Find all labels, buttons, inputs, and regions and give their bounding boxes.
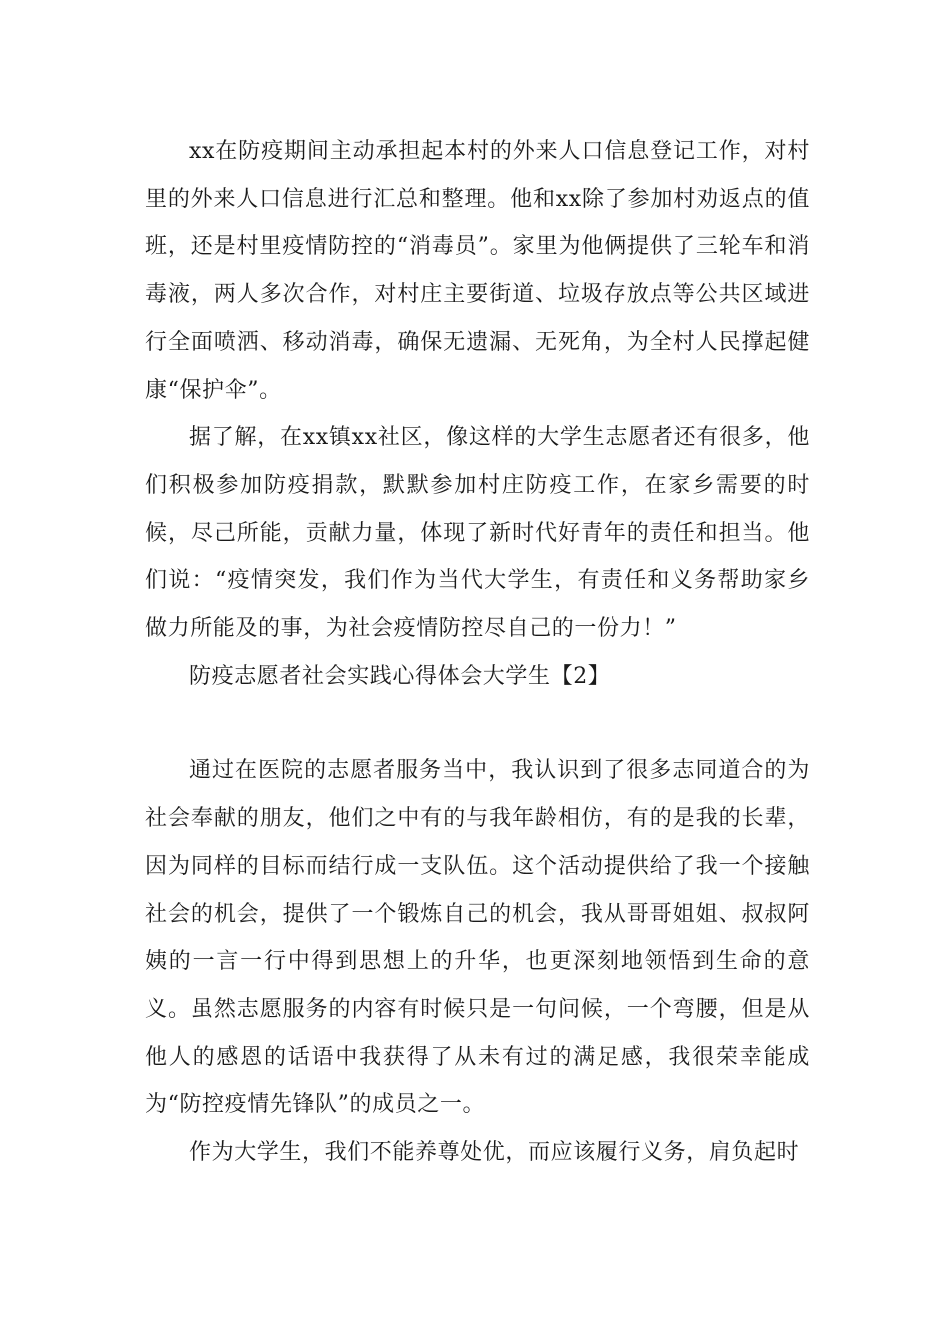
paragraph-2: 据了解，在xx镇xx社区，像这样的大学生志愿者还有很多，他们积极参加防疫捐款，默默参加村庄防疫工作，在家乡需要的时候，尽己所能，贡献力量，体现了新时代好青年的责任和担当。他们说：“疫情突发，我们作为当代大学生，有责任和义务帮助家乡做力所能及的事，为社会疫情防控尽自己的一份力！” [145,425,810,642]
blank-line [145,700,810,747]
paragraph-1: xx在防疫期间主动承担起本村的外来人口信息登记工作，对村里的外来人口信息进行汇总和整理。他和xx除了参加村劝返点的值班，还是村里疫情防控的“消毒员”。家里为他俩提供了三轮车和消毒液，两人多次合作，对村庄主要街道、垃圾存放点等公共区域进行全面喷洒、移动消毒，确保无遗漏、无死角，为全村人民撑起健康“保护伞”。 [145,139,810,403]
section-heading: 防疫志愿者社会实践心得体会大学生【2】 [189,663,611,689]
paragraph-4: 作为大学生，我们不能养尊处优，而应该履行义务，肩负起时 [189,1140,800,1166]
paragraph-3: 通过在医院的志愿者服务当中，我认识到了很多志同道合的为社会奉献的朋友，他们之中有的与我年龄相仿，有的是我的长辈，因为同样的目标而结行成一支队伍。这个活动提供给了我一个接触社会的机会，提供了一个锻炼自己的机会，我从哥哥姐姐、叔叔阿姨的一言一行中得到思想上的升华，也更深刻地领悟到生命的意义。虽然志愿服务的内容有时候只是一句问候，一个弯腰，但是从他人的感恩的话语中我获得了从未有过的满足感，我很荣幸能成为“防控疫情先锋队”的成员之一。 [145,758,810,1118]
document-body [145,128,810,1177]
